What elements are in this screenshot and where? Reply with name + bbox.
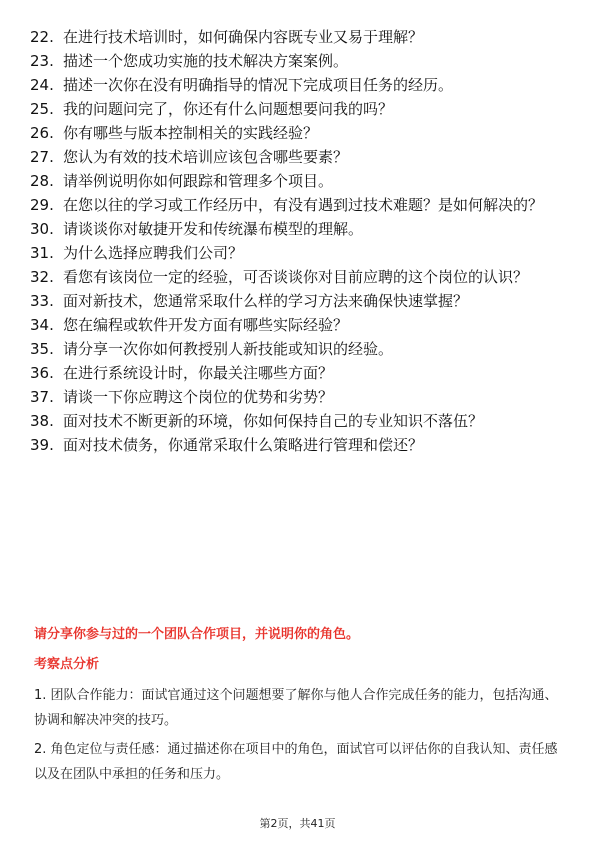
- question-number: 22.: [30, 28, 54, 46]
- question-text: 请谈谈你对敏捷开发和传统瀑布模型的理解。: [63, 220, 364, 238]
- section-title: 考察点分析: [34, 657, 100, 672]
- question-text: 看您有该岗位一定的经验，可否谈谈你对目前应聘的这个岗位的认识？: [63, 268, 529, 286]
- question-item: [30, 73, 570, 97]
- question-item: [30, 385, 570, 409]
- question-item: [30, 265, 570, 289]
- question-text: 请举例说明你如何跟踪和管理多个项目。: [63, 172, 334, 190]
- question-item: [30, 289, 570, 313]
- question-item: [30, 145, 570, 169]
- question-item: [30, 121, 570, 145]
- question-text: 在进行系统设计时，你最关注哪些方面？: [63, 364, 334, 382]
- question-item: [30, 337, 570, 361]
- question-number: 28.: [30, 172, 54, 190]
- question-text: 在您以往的学习或工作经历中，有没有遇到过技术难题？是如何解决的？: [63, 196, 544, 214]
- page-footer: 第2页，共41页: [259, 817, 336, 830]
- question-number: 35.: [30, 340, 54, 358]
- question-item: [30, 49, 570, 73]
- question-text: 在进行技术培训时，如何确保内容既专业又易于理解？: [63, 28, 424, 46]
- question-number: 39.: [30, 436, 54, 454]
- question-number: 34.: [30, 316, 54, 334]
- analysis-point: 2. 角色定位与责任感：通过描述你在项目中的角色，面试官可以评估你的自我认知、责任感以及在团队中承担的任务和压力。: [34, 742, 558, 782]
- question-number: 36.: [30, 364, 54, 382]
- analysis-block: [34, 683, 564, 791]
- question-number: 30.: [30, 220, 54, 238]
- question-text: 面对新技术，您通常采取什么样的学习方法来确保快速掌握？: [63, 292, 469, 310]
- question-item: [30, 97, 570, 121]
- question-item: [30, 193, 570, 217]
- question-item: [30, 241, 570, 265]
- question-number: 23.: [30, 52, 54, 70]
- question-number: 27.: [30, 148, 54, 166]
- question-number: 24.: [30, 76, 54, 94]
- question-number: 37.: [30, 388, 54, 406]
- question-list: [30, 25, 570, 457]
- question-text: 面对技术不断更新的环境，你如何保持自己的专业知识不落伍？: [63, 412, 484, 430]
- question-text: 您认为有效的技术培训应该包含哪些要素？: [63, 148, 349, 166]
- question-item: [30, 361, 570, 385]
- question-number: 33.: [30, 292, 54, 310]
- question-number: 29.: [30, 196, 54, 214]
- question-number: 31.: [30, 244, 54, 262]
- question-item: [30, 313, 570, 337]
- highlight-question: 请分享你参与过的一个团队合作项目，并说明你的角色。: [34, 627, 360, 642]
- question-number: 25.: [30, 100, 54, 118]
- question-text: 您在编程或软件开发方面有哪些实际经验？: [63, 316, 349, 334]
- question-text: 请谈一下你应聘这个岗位的优势和劣势？: [63, 388, 334, 406]
- question-text: 请分享一次你如何教授别人新技能或知识的经验。: [63, 340, 394, 358]
- question-item: [30, 169, 570, 193]
- question-text: 面对技术债务，你通常采取什么策略进行管理和偿还？: [63, 436, 424, 454]
- analysis-point: 1. 团队合作能力：面试官通过这个问题想要了解你与他人合作完成任务的能力，包括沟通、协调和解决冲突的技巧。: [34, 688, 558, 728]
- question-number: 38.: [30, 412, 54, 430]
- question-number: 26.: [30, 124, 54, 142]
- question-text: 为什么选择应聘我们公司？: [63, 244, 244, 262]
- question-item: [30, 409, 570, 433]
- question-number: 32.: [30, 268, 54, 286]
- question-text: 描述一次你在没有明确指导的情况下完成项目任务的经历。: [63, 76, 454, 94]
- question-text: 我的问题问完了，你还有什么问题想要问我的吗？: [63, 100, 394, 118]
- question-item: [30, 217, 570, 241]
- question-text: 描述一个您成功实施的技术解决方案案例。: [63, 52, 349, 70]
- question-text: 你有哪些与版本控制相关的实践经验？: [63, 124, 319, 142]
- question-item: [30, 25, 570, 49]
- question-item: [30, 433, 570, 457]
